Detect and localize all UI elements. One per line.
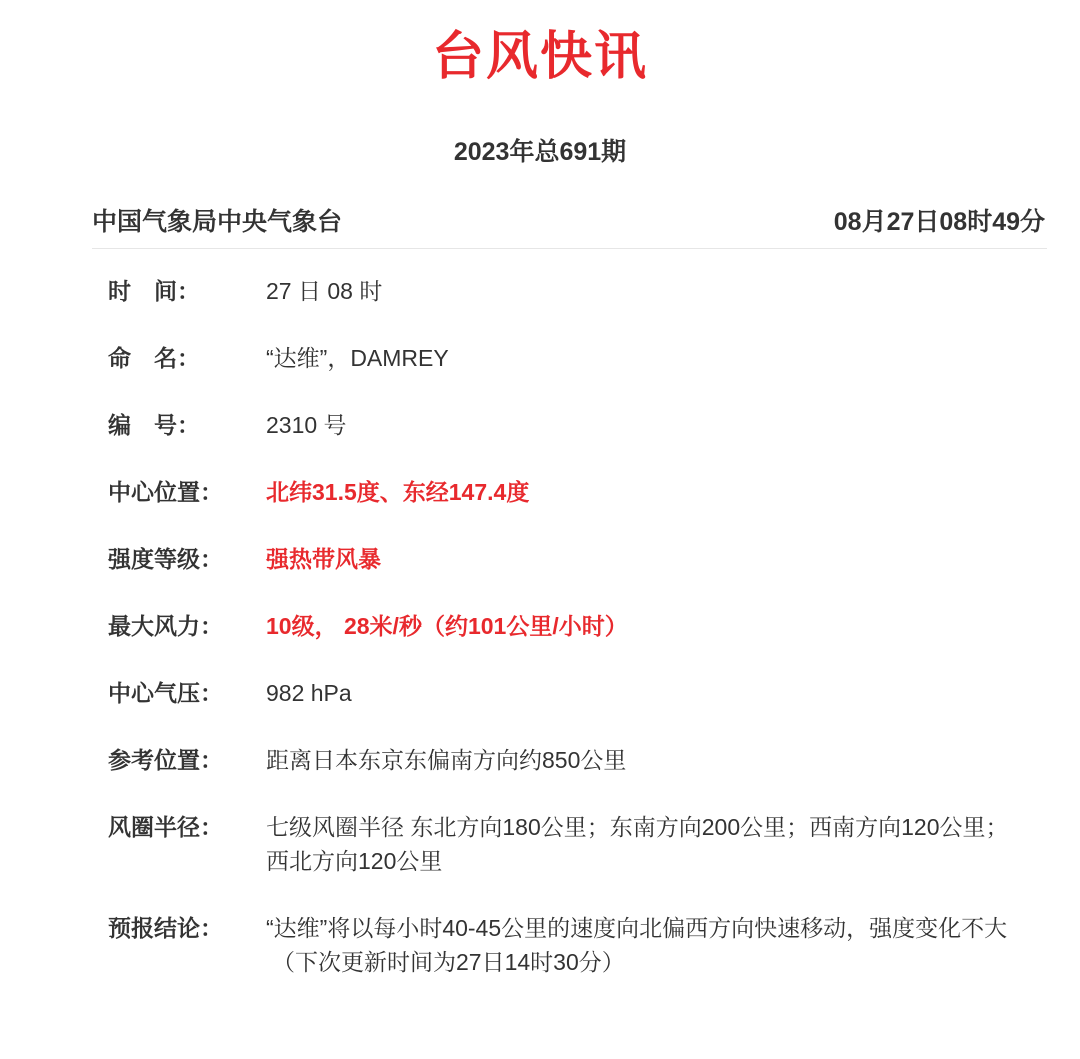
field-value: “达维”，DAMREY <box>266 345 449 371</box>
field-value: 七级风圈半径 东北方向180公里；东南方向200公里；西南方向120公里；西北方向120公里 <box>266 814 1009 874</box>
field-value: 北纬31.5度、东经147.4度 <box>266 479 530 505</box>
field-reference-position <box>108 743 1028 777</box>
field-pressure <box>108 676 1028 710</box>
field-label: 最大风力： <box>108 613 223 639</box>
field-value: 强热带风暴 <box>266 546 381 572</box>
field-label: 风圈半径： <box>108 814 223 840</box>
field-value <box>266 911 1028 979</box>
source-header <box>92 200 1047 249</box>
next-update-note: （下次更新时间为27日14时30分） <box>272 949 625 975</box>
field-name <box>108 341 1028 375</box>
field-center-position <box>108 475 1028 509</box>
bulletin-title: 台风快讯 <box>431 28 648 86</box>
field-label: 编 号： <box>108 412 200 438</box>
field-label: 强度等级： <box>108 546 223 572</box>
field-label: 中心气压： <box>108 680 223 706</box>
field-value: 10级， 28米/秒（约101公里/小时） <box>266 613 628 639</box>
issue-number: 2023年总691期 <box>453 138 627 166</box>
agency-name: 中国气象局中央气象台 <box>92 208 343 236</box>
bulletin-fields <box>108 274 1028 1012</box>
field-value: 2310 号 <box>266 412 347 438</box>
forecast-text: “达维”将以每小时40-45公里的速度向北偏西方向快速移动，强度变化不大 <box>266 915 1008 941</box>
field-value: 982 hPa <box>266 680 352 706</box>
field-time <box>108 274 1028 308</box>
field-max-wind <box>108 609 1028 643</box>
field-label: 参考位置： <box>108 747 223 773</box>
field-label: 时 间： <box>108 278 200 304</box>
issued-time: 08月27日08时49分 <box>833 208 1045 236</box>
field-number <box>108 408 1028 442</box>
field-wind-radius <box>108 810 1028 878</box>
field-label: 中心位置： <box>108 479 223 505</box>
field-value: 距离日本东京东偏南方向约850公里 <box>266 747 627 773</box>
field-forecast <box>108 911 1028 979</box>
field-label: 命 名： <box>108 345 200 371</box>
field-value: 27 日 08 时 <box>266 278 383 304</box>
field-intensity <box>108 542 1028 576</box>
field-label: 预报结论： <box>108 915 223 941</box>
